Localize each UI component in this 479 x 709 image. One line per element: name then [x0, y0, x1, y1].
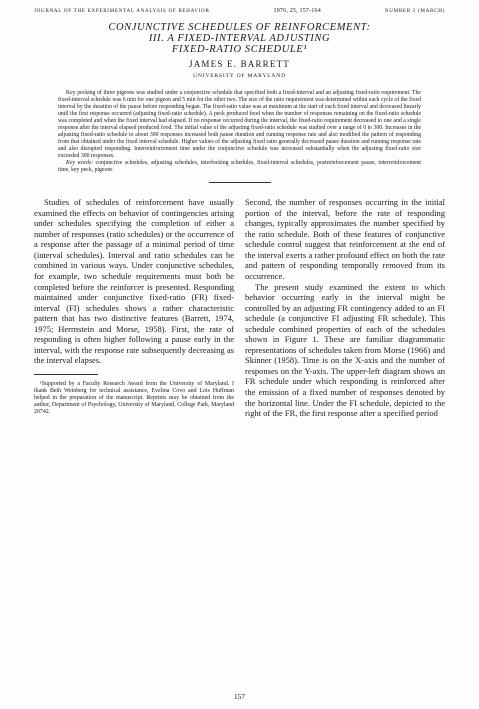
abstract	[58, 90, 421, 175]
continued-paragraph: Second, the number of responses occurring in the initial portion of the interval, before the rate of responding changes, typically approximates the number specified by the ratio schedule. Both of these features of conjunctive schedule control suggest that reinforcement at the end of the interval exerts a rather profound effect on both the rate and pattern of responding temporally removed from its occurrence.	[245, 197, 445, 281]
article-title	[34, 22, 445, 56]
intro-paragraph: Studies of schedules of reinforcement have usually examined the effects on behavior of contingencies arising under schedules specifying the completion of either a number of responses (ratio schedules) or the occurrence of a response after the passage of a minimal period of time (interval schedules). Interval and ratio schedules can be combined in various ways. Under conjunctive schedules, for example, two schedule requirements must both be completed before the reinforcer is presented. Responding maintained under conjunctive fixed-ratio (FR) fixed-interval (FI) schedules shows a rather characteristic pattern that has two distinctive features (Barrett, 1974, 1975; Herrnstein and Morse, 1958). First, the rate of responding is often higher following a pause early in the interval, with the response rate subsequently decreasing as the interval elapses.	[34, 197, 234, 366]
footnote: ¹Supported by a Faculty Research Award from the University of Maryland. I thank Beth Weinberg for technical assistance, Evelina Covo and Lois Huffman helped in the preparation of the manuscript. Reprints may be obtained from the author, Department of Psychology, University of Maryland, College Park, Maryland 20742.	[34, 380, 234, 416]
keywords-label: Key words:	[66, 160, 94, 167]
running-header	[34, 8, 445, 14]
journal-name: JOURNAL OF THE EXPERIMENTAL ANALYSIS OF BEHAVIOR	[34, 8, 210, 14]
author-affiliation: UNIVERSITY OF MARYLAND	[193, 72, 286, 79]
issue-info: NUMBER 2 (MARCH)	[384, 8, 445, 14]
keywords	[58, 160, 421, 174]
volume-info: 1976, 25, 157-164	[273, 8, 321, 14]
body-columns	[34, 197, 445, 418]
present-study-paragraph: The present study examined the extent to which behavior occurring early in the interval might be controlled by an adjusting FR contingency added to an FI schedule (a conjunctive FI adjusting FR schedule). This schedule combined properties of each of the schedules shown in Figure 1. These are familiar diagrammatic representations of schedules taken from Morse (1966) and Skinner (1958). Time is on the X-axis and the number of responses on the Y-axis. The upper-left diagram shows an FR schedule under which responding is reinforced after the emission of a fixed number of responses denoted by the horizontal line. Under the FI schedule, depicted to the right of the FR, the first response after a specified period	[245, 281, 445, 419]
keywords-list: conjunctive schedules, adjusting schedules, interlocking schedules, fixed-interval schedules, postreinforcement pause, interreinforcement time, key peck, pigeons	[58, 160, 422, 174]
author-name: JAMES E. BARRETT	[189, 58, 290, 69]
abstract-text: Key pecking of three pigeons was studied under a conjunctive schedule that specified both a fixed-interval and an adjusting fixed-ratio requirement. The fixed-interval schedule was 6 min for one pigeon and 5 min for the other two. The size of the ratio requirement was determined within each cycle of the fixed interval by the duration of the pause before responding began. The fixed-ratio value was at maximum at the start of each fixed interval and decreased linearly until the first response occurred (adjusting fixed-ratio schedule). A peck produced food when the number of responses remaining on the fixed-ratio schedule was completed and when the fixed interval had elapsed. If no response occurred during the interval, the fixed-ratio requirement decreased to one and a single response after the interval elapsed produced food. The initial value of the adjusting fixed-ratio schedule was studied over a range of 0 to 300. Increases in the adjusting fixed-ratio schedule to about 300 responses increased both pause duration and running response rate and also modified the pattern of responding from that obtained under the fixed interval schedule. Higher values of the adjusting fixed ratio generally decreased pause duration and running response rate and also disrupted responding. Interreinforcement time under the conjunctive schedule was increased substantially when the adjusting fixed-ratio size exceeded 300 responses.	[58, 89, 421, 160]
section-divider	[209, 182, 271, 183]
title-line-3: FIXED-RATIO SCHEDULE¹	[171, 44, 308, 56]
left-column	[34, 197, 234, 418]
footnote-divider	[34, 374, 98, 375]
right-column	[245, 197, 445, 418]
page-number: 157	[233, 692, 246, 701]
title-line-2: III. A FIXED-INTERVAL ADJUSTING	[148, 33, 331, 45]
title-line-1: CONJUNCTIVE SCHEDULES OF REINFORCEMENT:	[108, 22, 371, 33]
